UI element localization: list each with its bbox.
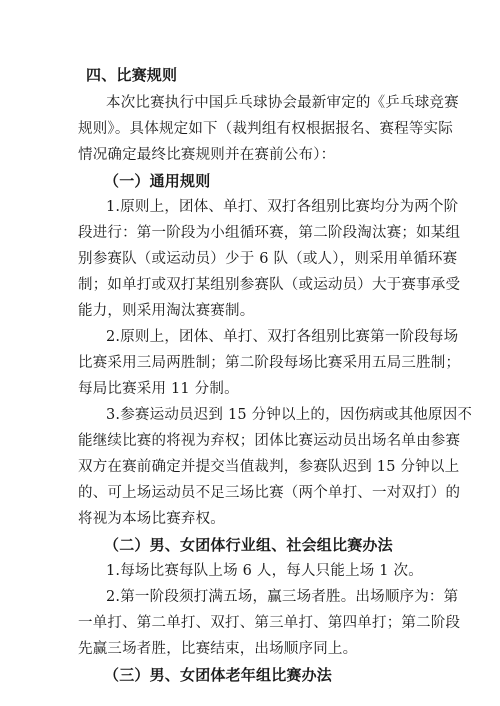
sub2-rule2-line-3: 先赢三场者胜，比赛结束，出场顺序同上。: [78, 641, 358, 657]
rule2-line-3: 每局比赛采用 11 分制。: [78, 381, 239, 397]
rule3-line-4: 的、可上场运动员不足三场比赛（两个单打、一对双打）的: [78, 485, 461, 501]
rule1-line-5: 能力，则采用淘汰赛赛制。: [78, 303, 255, 319]
rule1-line-3: 别参赛队（或运动员）少于 6 队（或人），则采用单循环赛: [78, 251, 458, 267]
intro-line-1: 本次比赛执行中国乒乓球协会最新审定的《乒乓球竞赛: [106, 95, 459, 111]
subsection-heading-team-industry: （二）男、女团体行业组、社会组比赛办法: [104, 536, 393, 554]
sub2-rule1: 1.每场比赛每队上场 6 人，每人只能上场 1 次。: [106, 563, 423, 579]
rule1-line-4: 制；如单打或双打某组别参赛队（或运动员）大于赛事承受: [78, 277, 461, 293]
subsection-heading-team-senior: （三）男、女团体老年组比赛办法: [104, 666, 333, 684]
rule1-line-2: 段进行：第一阶段为小组循环赛，第二阶段淘汰赛；如某组: [78, 225, 461, 241]
intro-line-2: 规则》。具体规定如下（裁判组有权根据报名、赛程等实际: [78, 121, 453, 137]
rule2-line-2: 比赛采用三局两胜制；第二阶段每场比赛采用五局三胜制；: [78, 355, 461, 371]
rule3-line-1: 3.参赛运动员迟到 15 分钟以上的，因伤病或其他原因不: [106, 407, 473, 423]
rule2-line-1: 2.原则上，团体、单打、双打各组别比赛第一阶段每场: [106, 329, 459, 345]
section-heading: 四、比赛规则: [86, 66, 178, 84]
rule1-line-1: 1.原则上，团体、单打、双打各组别比赛均分为两个阶: [106, 199, 459, 215]
sub2-rule2-line-1: 2.第一阶段须打满五场，赢三场者胜。出场顺序为：第: [106, 589, 459, 605]
rule3-line-3: 双方在赛前确定并提交当值裁判，参赛队迟到 15 分钟以上: [78, 459, 460, 475]
intro-line-3: 情况确定最终比赛规则并在赛前公布）：: [78, 147, 336, 163]
sub2-rule2-line-2: 一单打、第二单打、双打、第三单打、第四单打；第二阶段: [78, 615, 461, 631]
subsection-heading-general: （一）通用规则: [104, 172, 211, 190]
rule3-line-2: 能继续比赛的将视为弃权；团体比赛运动员出场名单由参赛: [78, 433, 461, 449]
rule3-line-5: 将视为本场比赛弃权。: [78, 511, 225, 527]
